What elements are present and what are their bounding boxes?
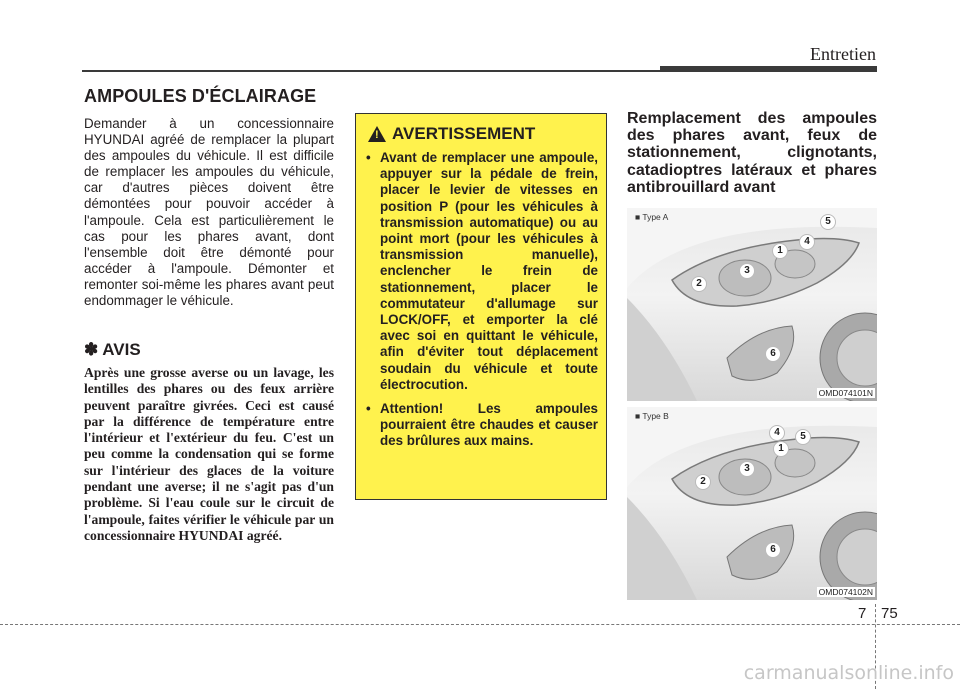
avis-symbol-icon: ✽ <box>84 340 99 359</box>
warning-list <box>366 150 598 458</box>
figure-code: OMD074101N <box>818 388 873 398</box>
callout-number: 5 <box>820 214 836 230</box>
callout-number: 2 <box>695 474 711 490</box>
watermark[interactable]: carmanualsonline.info <box>743 662 954 684</box>
warning-header <box>368 124 535 144</box>
headlamp-figure-type-b <box>627 407 877 600</box>
callout-number: 1 <box>773 441 789 457</box>
callout-number: 5 <box>795 429 811 445</box>
callout-number: 3 <box>739 461 755 477</box>
callout-number: 3 <box>739 263 755 279</box>
avis-heading <box>84 340 141 360</box>
warning-box <box>355 113 607 500</box>
headlamp-illustration <box>627 407 877 600</box>
callout-number: 2 <box>691 276 707 292</box>
warning-item-text: Avant de remplacer une ampoule, appuyer sur la pédale de frein, placer le levier de vitesses en position P (pour les véhicules à transmission automatique) ou au point mort (pour les véhicules à transmission manuelle), enclencher le frein de stationnement, placer le commutateur d'allumage sur LOCK/OFF, et emporter la clé avec soi en quittant le véhicule, afin d'éviter tout déplacement soudain du véhicule et toute électrocution. <box>380 150 598 392</box>
header-section-title: Entretien <box>810 44 876 64</box>
figure-type-label: ■ Type A <box>635 212 669 222</box>
warning-title: AVERTISSEMENT <box>392 124 536 143</box>
page-number: 75 <box>881 605 898 622</box>
bulb-replacement-title: Remplacement des ampoules des phares avant, feux de stationnement, clignotants, catadioptres latéraux et phares antibrouillard avant <box>627 110 877 196</box>
figure-type-label: ■ Type B <box>635 411 669 421</box>
warning-item: • Avant de remplacer une ampoule, appuyer sur la pédale de frein, placer le levier de vitesses en position P (pour les véhicules à transmission automatique) ou au point mort (pour les véhicules à transmission manuelle), enclencher le frein de stationnement, placer le commutateur d'allumage sur LOCK/OFF, et emporter la clé avec soi en quittant le véhicule, afin d'éviter tout déplacement soudain du véhicule et toute électrocution. <box>366 150 598 392</box>
warning-item: • Attention! Les ampoules pourraient être chaudes et causer des brûlures aux mains. <box>366 401 598 449</box>
figure-code: OMD074102N <box>818 587 873 597</box>
callout-number: 4 <box>799 234 815 250</box>
warning-item-text: Attention! Les ampoules pourraient être chaudes et causer des brûlures aux mains. <box>380 401 598 449</box>
header-bar <box>660 66 877 72</box>
section-number: 7 <box>858 605 867 622</box>
intro-paragraph: Demander à un concessionnaire HYUNDAI agréé de remplacer la plupart des ampoules du véhicule. Il est difficile de remplacer les ampoules du véhicule, car d'autres pièces doivent être démontées pour pouvoir accéder à l'ampoule. Cela est particulièrement le cas pour les phares avant, dont l'ensemble doit être démonté pour accéder à l'ampoule. Démonter et remonter soi-même les phares avant peut endommager le véhicule. <box>84 116 334 309</box>
section-title: AMPOULES D'ÉCLAIRAGE <box>84 86 317 106</box>
callout-number: 6 <box>765 542 781 558</box>
warning-triangle-icon: ! <box>368 126 386 142</box>
headlamp-illustration <box>627 208 877 401</box>
avis-title: AVIS <box>102 340 141 359</box>
callout-number: 6 <box>765 346 781 362</box>
callout-number: 4 <box>769 425 785 441</box>
avis-text: Après une grosse averse ou un lavage, les lentilles des phares ou des feux arrière peuvent paraître givrées. Ceci est causé par la différence de température entre l'intérieur et l'extérieur du feu. C'est un peu comme la condensation qui se forme sur l'intérieur des glaces de la voiture pendant une averse; il ne s'agit pas d'un problème. Si l'eau coule sur le circuit de l'ampoule, faites vérifier le véhicule par un concessionnaire HYUNDAI agréé. <box>84 365 334 543</box>
callout-number: 1 <box>772 243 788 259</box>
headlamp-figure-type-a <box>627 208 877 401</box>
footer-rule <box>0 624 960 625</box>
